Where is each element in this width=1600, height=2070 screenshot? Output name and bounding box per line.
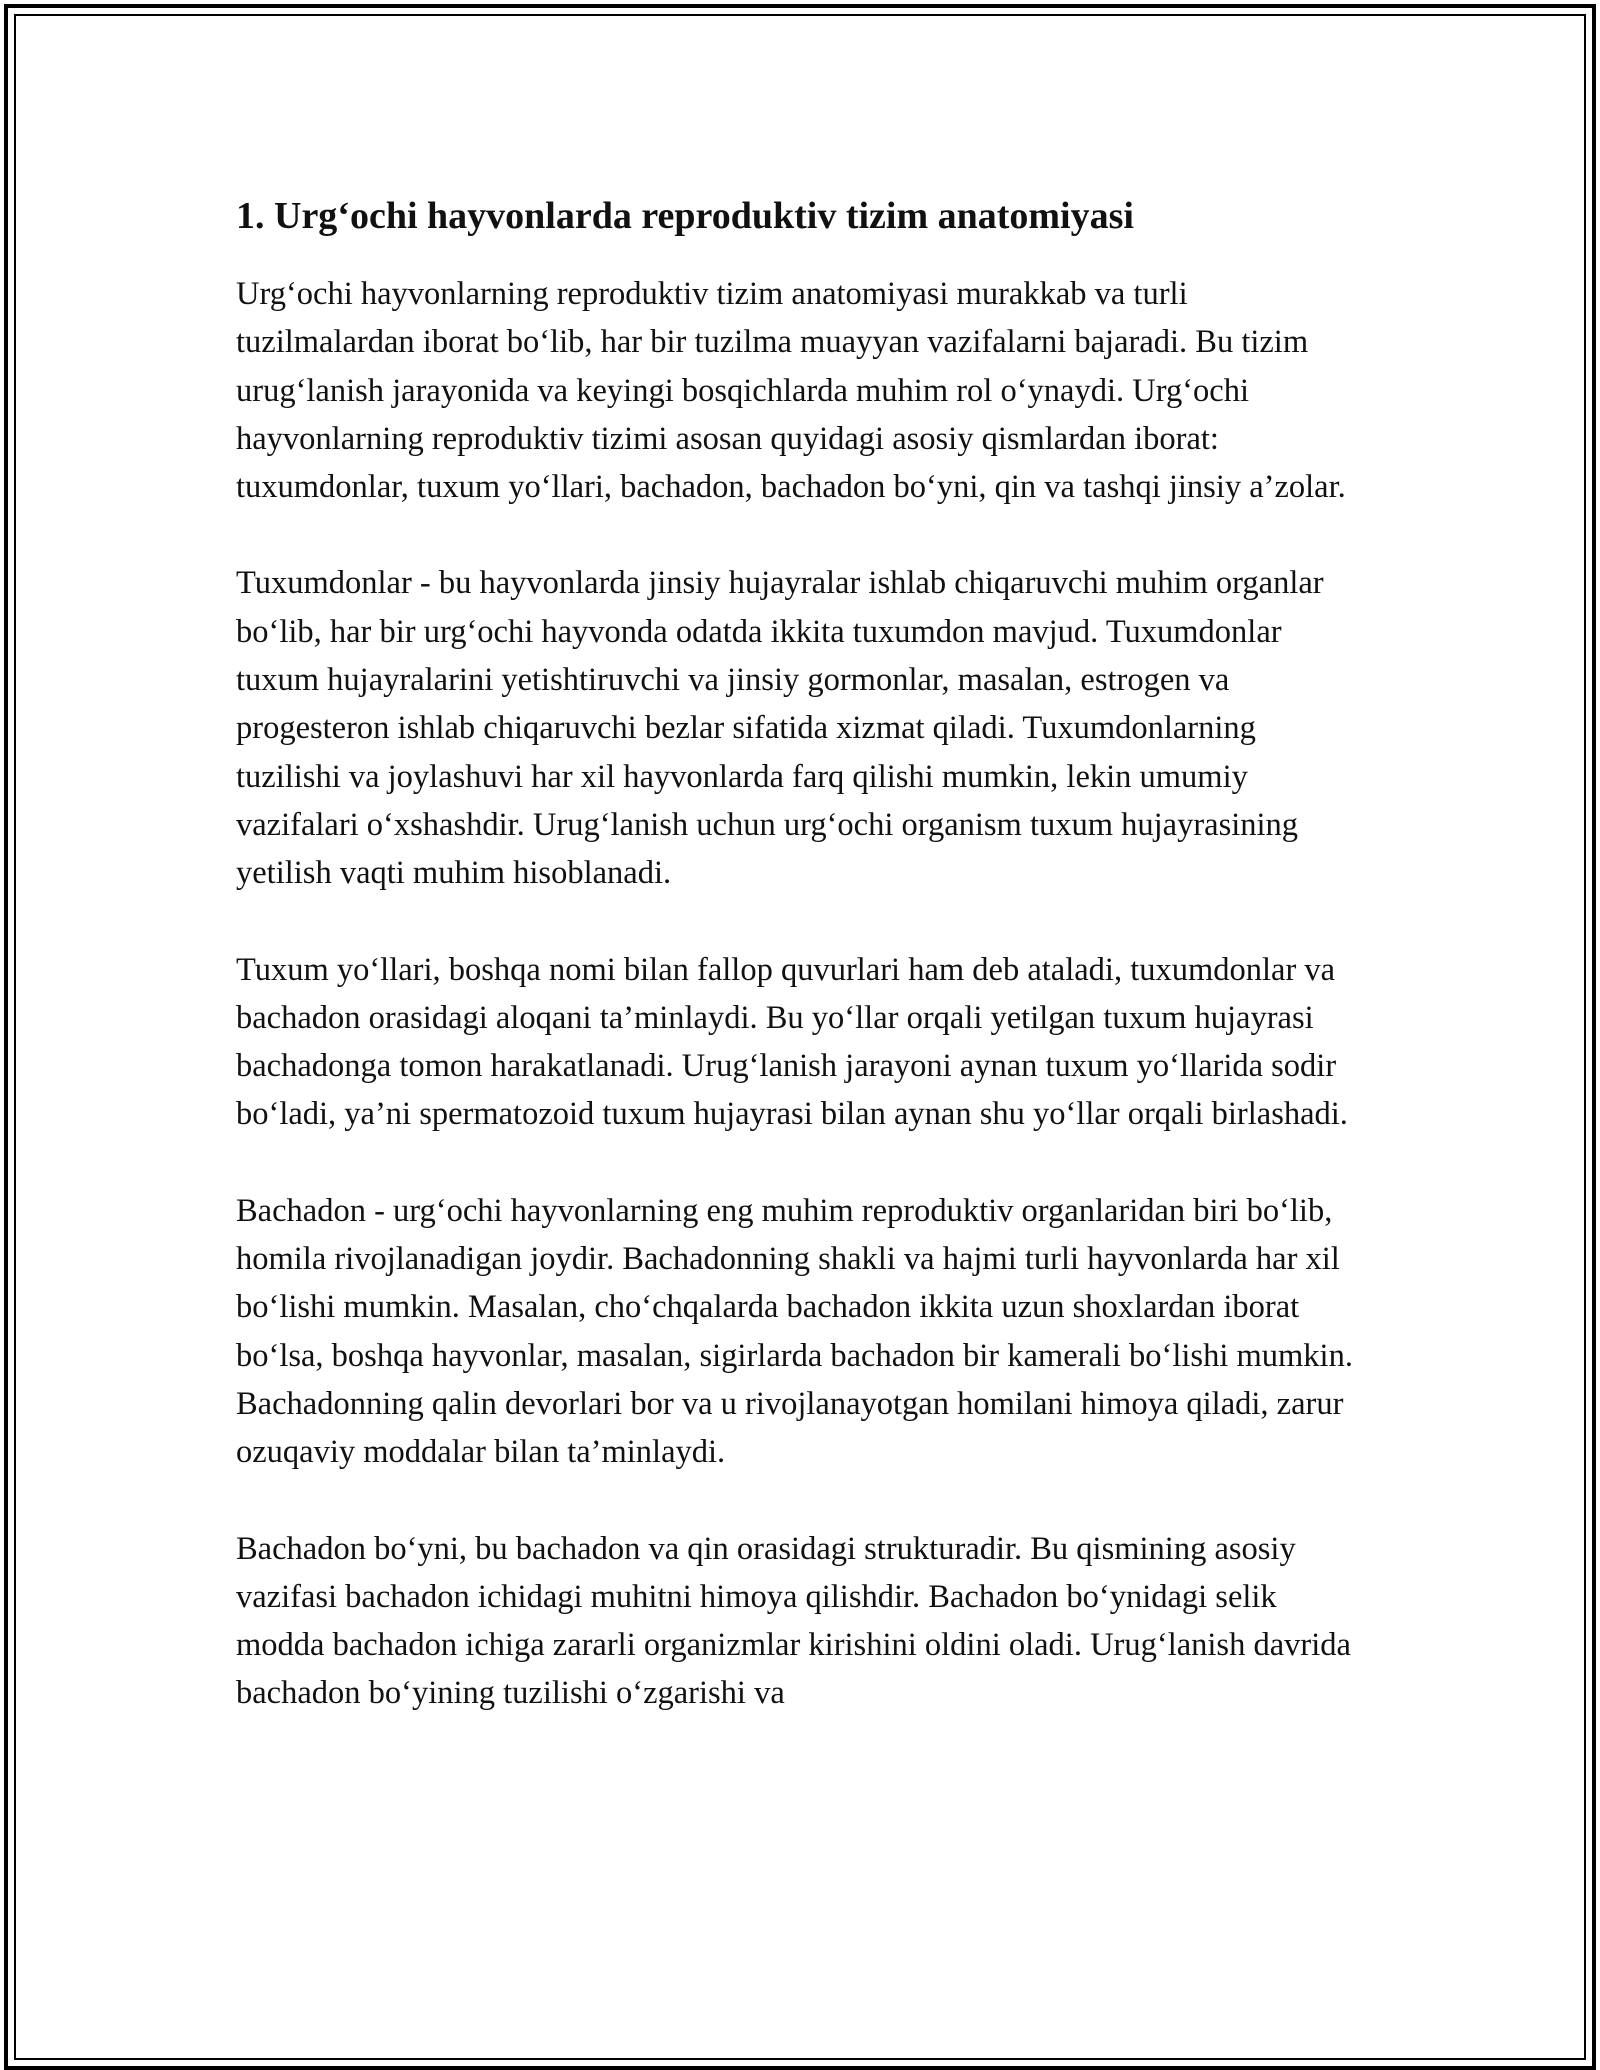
document-body [236, 190, 1366, 1718]
paragraph-cervix: Bachadon bo‘yni, bu bachadon va qin orasidagi strukturadir. Bu qismining asosiy vazifasi bachadon ichidagi muhitni himoya qilishdir. Bachadon bo‘ynidagi selik modda bachadon ichiga zararli organizmlar kirishini oldini oladi. Urug‘lanish davrida bachadon bo‘yining tuzilishi o‘zgarishi va [236, 1530, 1351, 1712]
paragraph-uterus: Bachadon - urg‘ochi hayvonlarning eng muhim reproduktiv organlaridan biri bo‘lib, homila rivojlanadigan joydir. Bachadonning shakli va hajmi turli hayvonlarda har xil bo‘lishi mumkin. Masalan, cho‘chqalarda bachadon ikkita uzun shoxlardan iborat bo‘lsa, boshqa hayvonlar, masalan, sigirlarda bachadon bir kamerali bo‘lishi mumkin. Bachadonning qalin devorlari bor va u rivojlanayotgan homilani himoya qiladi, zarur ozuqaviy moddalar bilan ta’minlaydi. [236, 1192, 1353, 1471]
paragraph-intro: Urg‘ochi hayvonlarning reproduktiv tizim anatomiyasi murakkab va turli tuzilmalardan iborat bo‘lib, har bir tuzilma muayyan vazifalarni bajaradi. Bu tizim urug‘lanish jarayonida va keyingi bosqichlarda muhim rol o‘ynaydi. Urg‘ochi hayvonlarning reproduktiv tizimi asosan quyidagi asosiy qismlardan iborat: tuxumdonlar, tuxum yo‘llari, bachadon, bachadon bo‘yni, qin va tashqi jinsiy a’zolar. [236, 276, 1346, 506]
paragraph-oviducts: Tuxum yo‘llari, boshqa nomi bilan fallop quvurlari ham deb ataladi, tuxumdonlar va bachadon orasidagi aloqani ta’minlaydi. Bu yo‘llar orqali yetilgan tuxum hujayrasi bachadonga tomon harakatlanadi. Urug‘lanish jarayoni aynan tuxum yo‘llarida sodir bo‘ladi, ya’ni spermatozoid tuxum hujayrasi bilan aynan shu yo‘llar orqali birlashadi. [236, 951, 1348, 1133]
section-heading: 1. Urg‘ochi hayvonlarda reproduktiv tizim anatomiyasi [236, 195, 1134, 237]
paragraph-ovaries: Tuxumdonlar - bu hayvonlarda jinsiy hujayralar ishlab chiqaruvchi muhim organlar bo‘lib, har bir urg‘ochi hayvonda odatda ikkita tuxumdon mavjud. Tuxumdonlar tuxum hujayralarini yetishtiruvchi va jinsiy gormonlar, masalan, estrogen va progesteron ishlab chiqaruvchi bezlar sifatida xizmat qiladi. Tuxumdonlarning tuzilishi va joylashuvi har xil hayvonlarda farq qilishi mumkin, lekin umumiy vazifalari o‘xshashdir. Urug‘lanish uchun urg‘ochi organism tuxum hujayrasining yetilish vaqti muhim hisoblanadi. [236, 565, 1324, 892]
